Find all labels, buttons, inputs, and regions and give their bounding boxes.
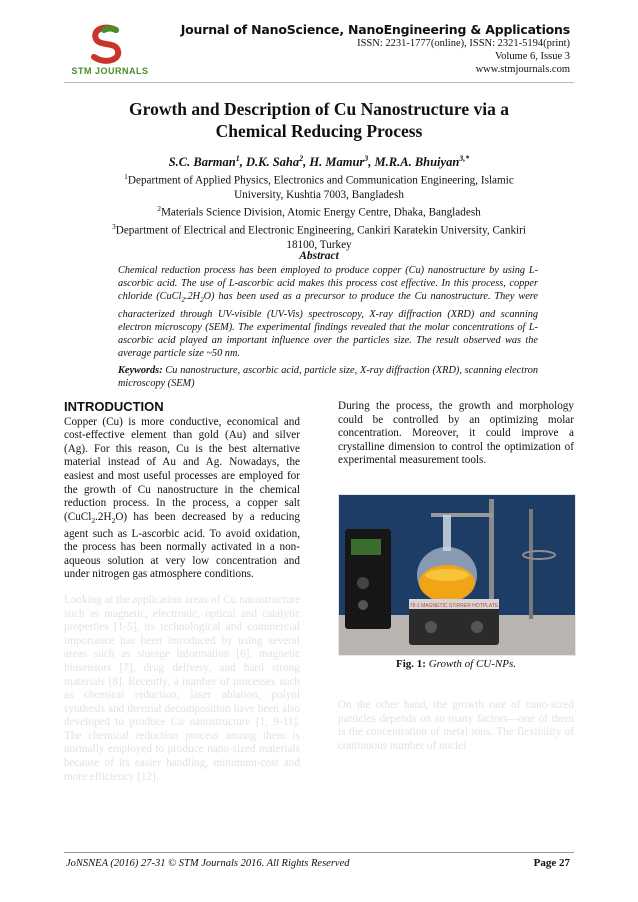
page-number: Page 27 bbox=[533, 857, 570, 869]
journal-issn: ISSN: 2231-1777(online), ISSN: 2321-5194(print) bbox=[357, 38, 570, 49]
footer-citation: JoNSNEA (2016) 27-31 © STM Journals 2016. All Rights Reserved bbox=[66, 858, 350, 869]
affiliation: $^2$Materials Science Division, Atomic Energy Centre, Dhaka, Bangladesh bbox=[157, 204, 481, 220]
author-name: D.K. Saha bbox=[245, 155, 300, 170]
author-list: S.C. Barman$^1$, D.K. Saha$^2$, H. Mamur$^3$, M.R.A. Bhuiyan$^{3,*}$ bbox=[168, 154, 470, 170]
abstract-heading: Abstract bbox=[299, 250, 339, 262]
stm-logo-icon bbox=[86, 24, 130, 64]
journal-volume: Volume 6, Issue 3 bbox=[494, 51, 570, 62]
journal-logo bbox=[68, 24, 152, 84]
faded-paragraph-right: On the other hand, the growth rate of nano-sized particles depends on so many factors—one of them is the concentration of metal ions. The flexibility of continuous number of nuclei bbox=[338, 699, 574, 752]
paper-title: Growth and Description of Cu Nanostructure via a Chemical Reducing Process bbox=[129, 99, 509, 141]
left-column bbox=[64, 400, 300, 784]
hotplate-label: 78-1 MAGNETIC STIRRER HOTPLATE bbox=[409, 603, 499, 609]
figure-caption bbox=[338, 658, 574, 670]
author-name: S.C. Barman bbox=[168, 155, 236, 170]
figure-caption-text: Growth of CU-NPs. bbox=[428, 658, 516, 670]
affiliation: $^1$Department of Applied Physics, Electronics and Communication Engineering, Islamic University, Kushtia 7003, Bangladesh bbox=[124, 172, 514, 202]
keywords bbox=[118, 364, 538, 390]
section-heading-introduction: INTRODUCTION bbox=[64, 399, 164, 414]
keywords-label: Keywords: bbox=[118, 365, 163, 376]
header-divider bbox=[64, 82, 574, 83]
affiliations bbox=[104, 170, 534, 253]
lab-photo-illustration bbox=[339, 495, 575, 655]
figure-lab-photo bbox=[338, 494, 576, 656]
journal-title: Journal of NanoScience, NanoEngineering & Applications bbox=[180, 22, 570, 37]
journal-website: www.stmjournals.com bbox=[475, 64, 570, 75]
figure-label: Fig. 1: bbox=[396, 658, 426, 670]
logo-text: STM JOURNALS bbox=[71, 66, 149, 76]
faded-paragraph: Looking at the application areas of Cu nanostructure such as magnetic, electronic, optical and catalytic properties [1-5], its technological and commercial importance has been introduced by using several areas such as storage information [6], magnetic biosensors [7], drug delivery, and hard strong materials [8]. Recently, a number of processes such as chemical reduction, laser ablation, polyol synthesis and thermal decomposition have been also developed to produce Cu nanostructure [1, 9-11]. The chemical reduction process among them is normally employed to produce nano-sized materials because of its easier handling, minimum-cost and more efficiency [12]. bbox=[64, 593, 300, 783]
abstract-text: Chemical reduction process has been employed to produce copper (Cu) nanostructure by using L-ascorbic acid. The use of L-ascorbic acid makes this process cost effective. In this process, copper chloride $(CuCl_2.2H_2O)$ has been used as a precursor to produce the Cu nanostructure. They were characterized through UV-visible (UV-Vis) spectroscopy, X-ray diffraction (XRD) and scanning electron microscopy (SEM). The experimental findings revealed that the molar concentrations of L-ascorbic acid played an important influence over the particles size. The result observed was the average particle size ~50 nm. bbox=[118, 265, 538, 360]
intro-paragraph: Copper (Cu) is more conductive, economical and cost-effective element than gold (Au) and silver (Ag). For this reason, Cu is the best alternative material instead of Au and Ag. Nowadays, the easiest and most useful processes are employed for the growth of Cu nanostructure in the chemical reduction process. In the process, a copper salt $(CuCl_2.2H_2O)$ has been decreased by a reducing agent such as L-ascorbic acid. To avoid oxidation, the process has been normally activated in a non-aqueous solution at very low concentration and under nitrogen gas atmosphere conditions. bbox=[64, 415, 300, 581]
right-column bbox=[338, 400, 574, 468]
footer-divider bbox=[64, 852, 574, 853]
affiliation: $^3$Department of Electrical and Electronic Engineering, Cankiri Karatekin University, Cankiri 18100, Turkey bbox=[111, 222, 527, 252]
author-name: H. Mamur bbox=[309, 155, 365, 170]
keywords-text: Cu nanostructure, ascorbic acid, particle size, X-ray diffraction (XRD), scanning electron microscopy (SEM) bbox=[118, 365, 539, 390]
journal-header bbox=[181, 22, 570, 76]
process-paragraph: During the process, the growth and morphology could be controlled by an optimizing molar concentration. Moreover, it could improve a crystalline dimension to control the optimization of experimental measurement tools. bbox=[338, 400, 574, 467]
author-name: M.R.A. Bhuiyan bbox=[374, 155, 460, 170]
